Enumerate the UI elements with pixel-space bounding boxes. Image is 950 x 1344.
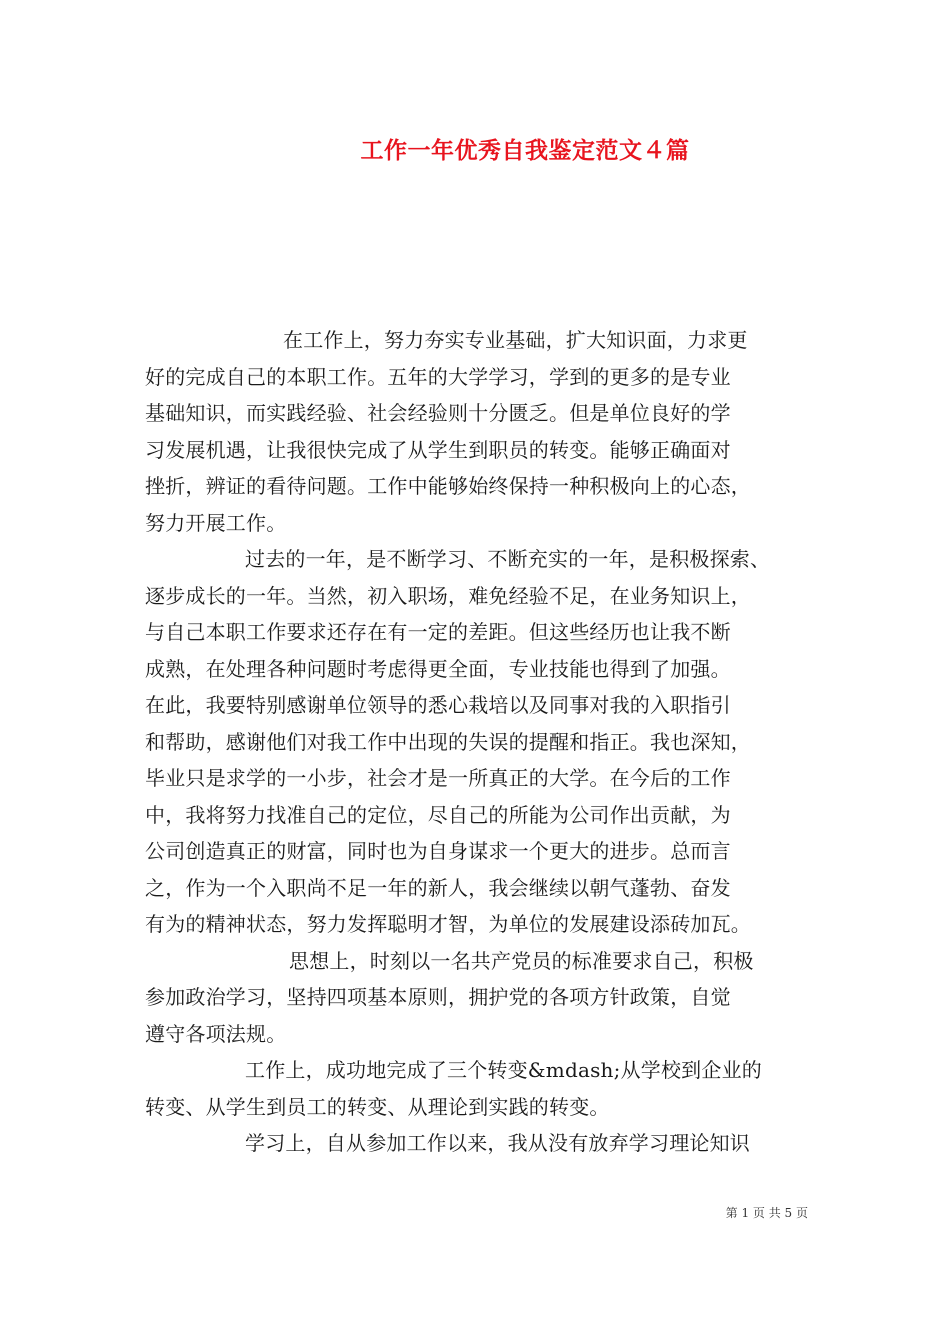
document-body xyxy=(145,322,811,1162)
text-line: 参加政治学习，坚持四项基本原则，拥护党的各项方针政策，自觉 xyxy=(145,985,731,1009)
text-line: 在此，我要特别感谢单位领导的悉心栽培以及同事对我的入职指引 xyxy=(145,693,731,717)
text-line: 过去的一年，是不断学习、不断充实的一年，是积极探索、 xyxy=(245,547,771,571)
text-line: 挫折，辨证的看待问题。工作中能够始终保持一种积极向上的心态， xyxy=(145,474,751,498)
text-line: 和帮助，感谢他们对我工作中出现的失误的提醒和指正。我也深知， xyxy=(145,729,751,754)
text-line: 思想上，时刻以一名共产党员的标准要求自己，积极 xyxy=(289,948,754,973)
text-line: 有为的精神状态，努力发挥聪明才智，为单位的发展建设添砖加瓦。 xyxy=(145,912,751,936)
document-title: 工作一年优秀自我鉴定范文４篇 xyxy=(360,137,690,164)
text-line: 学习上，自从参加工作以来，我从没有放弃学习理论知识 xyxy=(245,1131,750,1155)
text-line: 之，作为一个入职尚不足一年的新人，我会继续以朝气蓬勃、奋发 xyxy=(145,875,731,900)
text-line: 毕业只是求学的一小步，社会才是一所真正的大学。在今后的工作 xyxy=(145,766,731,790)
page-footer: 第 1 页 共 5 页 xyxy=(725,1206,808,1220)
text-line: 好的完成自己的本职工作。五年的大学学习，学到的更多的是专业 xyxy=(145,364,731,389)
text-line: 与自己本职工作要求还存在有一定的差距。但这些经历也让我不断 xyxy=(145,620,731,644)
text-line: 逐步成长的一年。当然，初入职场，难免经验不足，在业务知识上， xyxy=(145,583,751,608)
text-line: 公司创造真正的财富，同时也为自身谋求一个更大的进步。总而言 xyxy=(145,839,731,863)
text-line: 成熟，在处理各种问题时考虑得更全面，专业技能也得到了加强。 xyxy=(145,656,731,681)
text-line: 基础知识，而实践经验、社会经验则十分匮乏。但是单位良好的学 xyxy=(145,401,731,425)
text-line: 努力开展工作。 xyxy=(145,510,287,535)
text-line: 工作上，成功地完成了三个转变&mdash;从学校到企业的 xyxy=(245,1058,762,1082)
text-line: 在工作上，努力夯实专业基础，扩大知识面，力求更 xyxy=(283,328,748,352)
text-line: 遵守各项法规。 xyxy=(145,1021,287,1046)
text-line: 习发展机遇，让我很快完成了从学生到职员的转变。能够正确面对 xyxy=(145,437,731,462)
text-line: 转变、从学生到员工的转变、从理论到实践的转变。 xyxy=(145,1094,610,1119)
text-line: 中，我将努力找准自己的定位，尽自己的所能为公司作出贡献，为 xyxy=(145,802,731,827)
